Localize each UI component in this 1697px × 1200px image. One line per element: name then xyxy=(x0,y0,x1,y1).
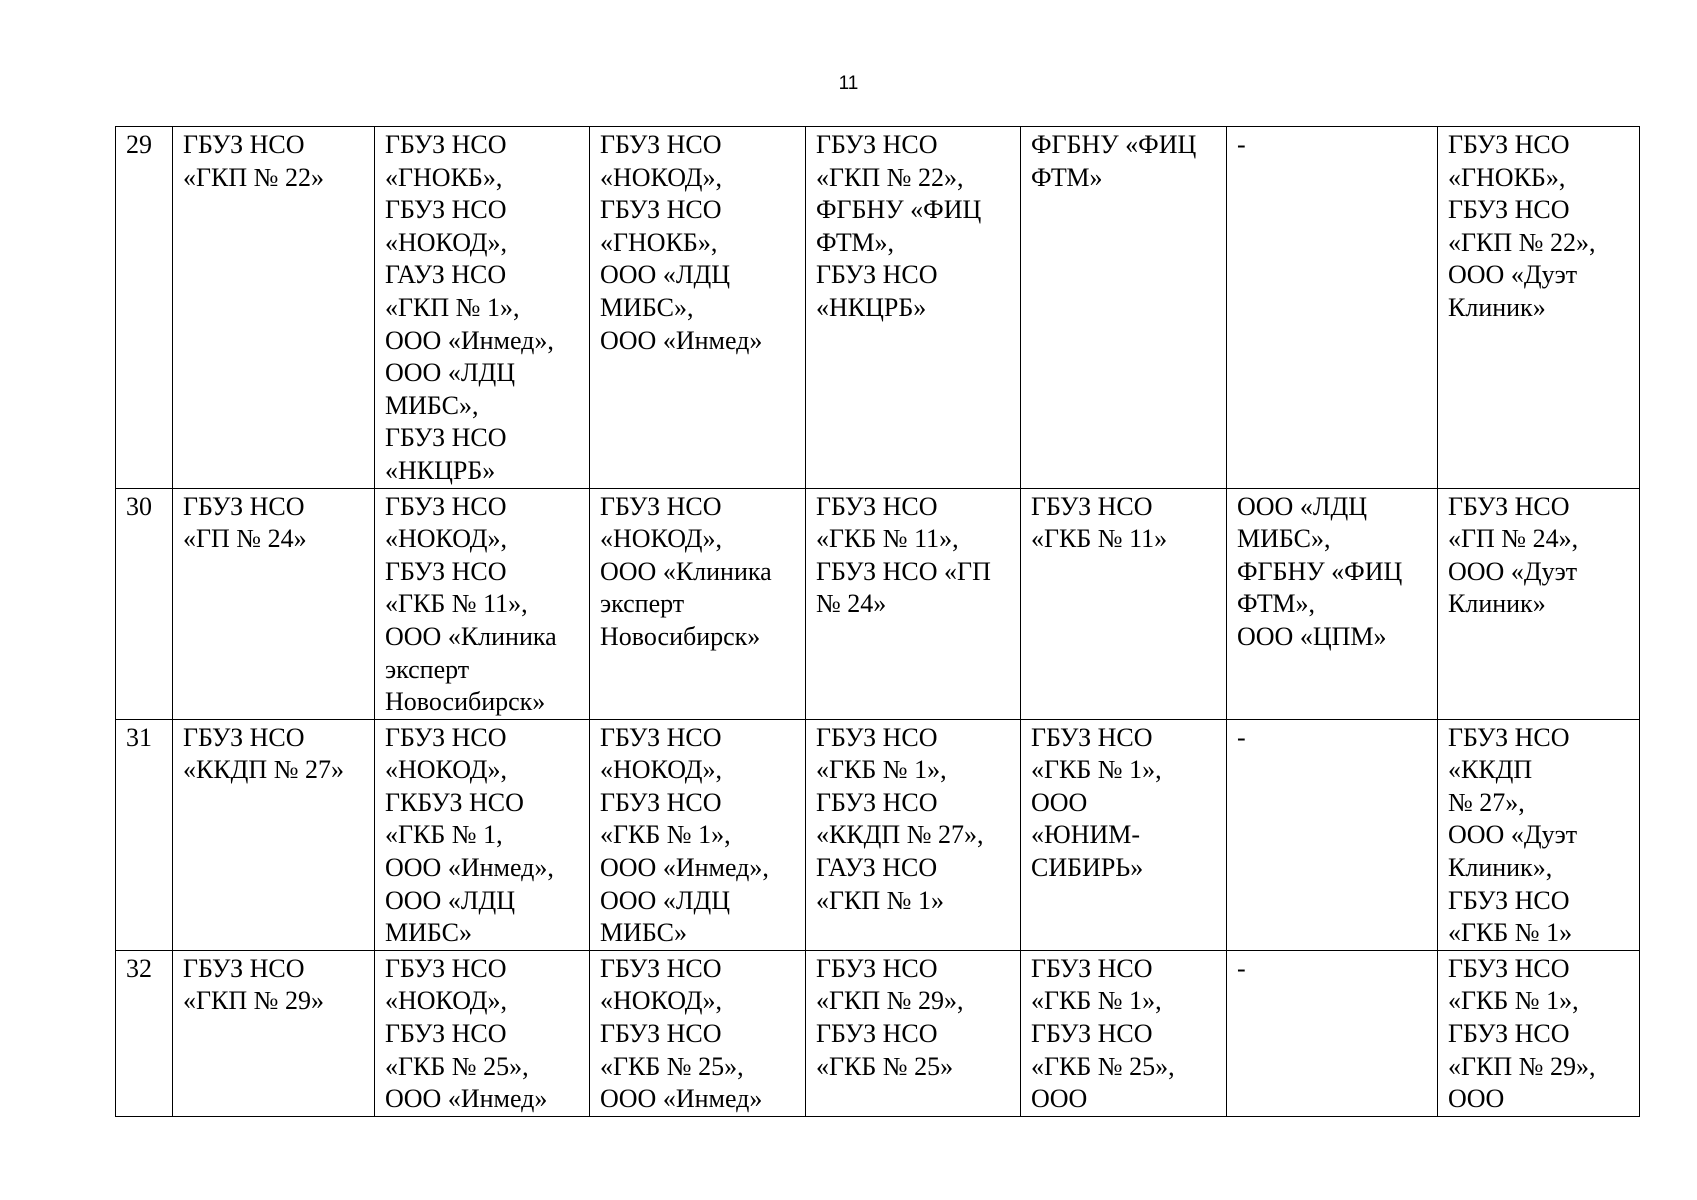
facilities-table xyxy=(115,126,1640,1117)
organization-cell: ГБУЗ НСО «ГП № 24» xyxy=(173,488,375,719)
table-cell: ГБУЗ НСО «ГКБ № 1», ГБУЗ НСО «ККДП № 27», ГАУЗ НСО «ГКП № 1» xyxy=(806,719,1021,950)
table-cell: ГБУЗ НСО «ГКП № 29», ГБУЗ НСО «ГКБ № 25» xyxy=(806,950,1021,1116)
table-cell: ООО «ЛДЦ МИБС», ФГБНУ «ФИЦ ФТМ», ООО «ЦПМ» xyxy=(1227,488,1438,719)
table-cell: - xyxy=(1227,719,1438,950)
row-number-cell: 29 xyxy=(116,127,173,489)
table-cell: ГБУЗ НСО «ГНОКБ», ГБУЗ НСО «ГКП № 22», ООО «Дуэт Клиник» xyxy=(1438,127,1640,489)
table-cell: ГБУЗ НСО «НОКОД», ГБУЗ НСО «ГКБ № 25», ООО «Инмед» xyxy=(375,950,590,1116)
table-cell: ГБУЗ НСО «НОКОД», ГБУЗ НСО «ГКБ № 25», ООО «Инмед» xyxy=(590,950,806,1116)
table-cell: - xyxy=(1227,127,1438,489)
organization-cell: ГБУЗ НСО «ГКП № 22» xyxy=(173,127,375,489)
table-cell: ГБУЗ НСО «ГП № 24», ООО «Дуэт Клиник» xyxy=(1438,488,1640,719)
table-cell: ГБУЗ НСО «НОКОД», ГБУЗ НСО «ГКБ № 1», ООО «Инмед», ООО «ЛДЦ МИБС» xyxy=(590,719,806,950)
organization-cell: ГБУЗ НСО «ККДП № 27» xyxy=(173,719,375,950)
table-cell: ГБУЗ НСО «ГНОКБ», ГБУЗ НСО «НОКОД», ГАУЗ НСО «ГКП № 1», ООО «Инмед», ООО «ЛДЦ МИБС», ГБУЗ НСО «НКЦРБ» xyxy=(375,127,590,489)
row-number-cell: 31 xyxy=(116,719,173,950)
table-row xyxy=(116,719,1640,950)
table-cell: ГБУЗ НСО «ГКБ № 11», ГБУЗ НСО «ГП № 24» xyxy=(806,488,1021,719)
table-cell: ГБУЗ НСО «НОКОД», ГБУЗ НСО «ГНОКБ», ООО «ЛДЦ МИБС», ООО «Инмед» xyxy=(590,127,806,489)
page-number: 11 xyxy=(838,73,859,94)
table-cell: - xyxy=(1227,950,1438,1116)
table-row xyxy=(116,950,1640,1116)
table-row xyxy=(116,127,1640,489)
table-cell: ГБУЗ НСО «ГКП № 22», ФГБНУ «ФИЦ ФТМ», ГБУЗ НСО «НКЦРБ» xyxy=(806,127,1021,489)
table-cell: ГБУЗ НСО «ККДП № 27», ООО «Дуэт Клиник», ГБУЗ НСО «ГКБ № 1» xyxy=(1438,719,1640,950)
table-cell: ГБУЗ НСО «ГКБ № 1», ГБУЗ НСО «ГКБ № 25», ООО xyxy=(1021,950,1227,1116)
table-cell: ГБУЗ НСО «НОКОД», ГБУЗ НСО «ГКБ № 11», ООО «Клиника эксперт Новосибирск» xyxy=(375,488,590,719)
row-number-cell: 30 xyxy=(116,488,173,719)
organization-cell: ГБУЗ НСО «ГКП № 29» xyxy=(173,950,375,1116)
table-cell: ГБУЗ НСО «ГКБ № 1», ООО «ЮНИМ- СИБИРЬ» xyxy=(1021,719,1227,950)
row-number-cell: 32 xyxy=(116,950,173,1116)
table-cell: ГБУЗ НСО «НОКОД», ГКБУЗ НСО «ГКБ № 1, ООО «Инмед», ООО «ЛДЦ МИБС» xyxy=(375,719,590,950)
table-row xyxy=(116,488,1640,719)
table-cell: ГБУЗ НСО «ГКБ № 11» xyxy=(1021,488,1227,719)
table-cell: ГБУЗ НСО «ГКБ № 1», ГБУЗ НСО «ГКП № 29», ООО xyxy=(1438,950,1640,1116)
table-cell: ФГБНУ «ФИЦ ФТМ» xyxy=(1021,127,1227,489)
table-cell: ГБУЗ НСО «НОКОД», ООО «Клиника эксперт Новосибирск» xyxy=(590,488,806,719)
